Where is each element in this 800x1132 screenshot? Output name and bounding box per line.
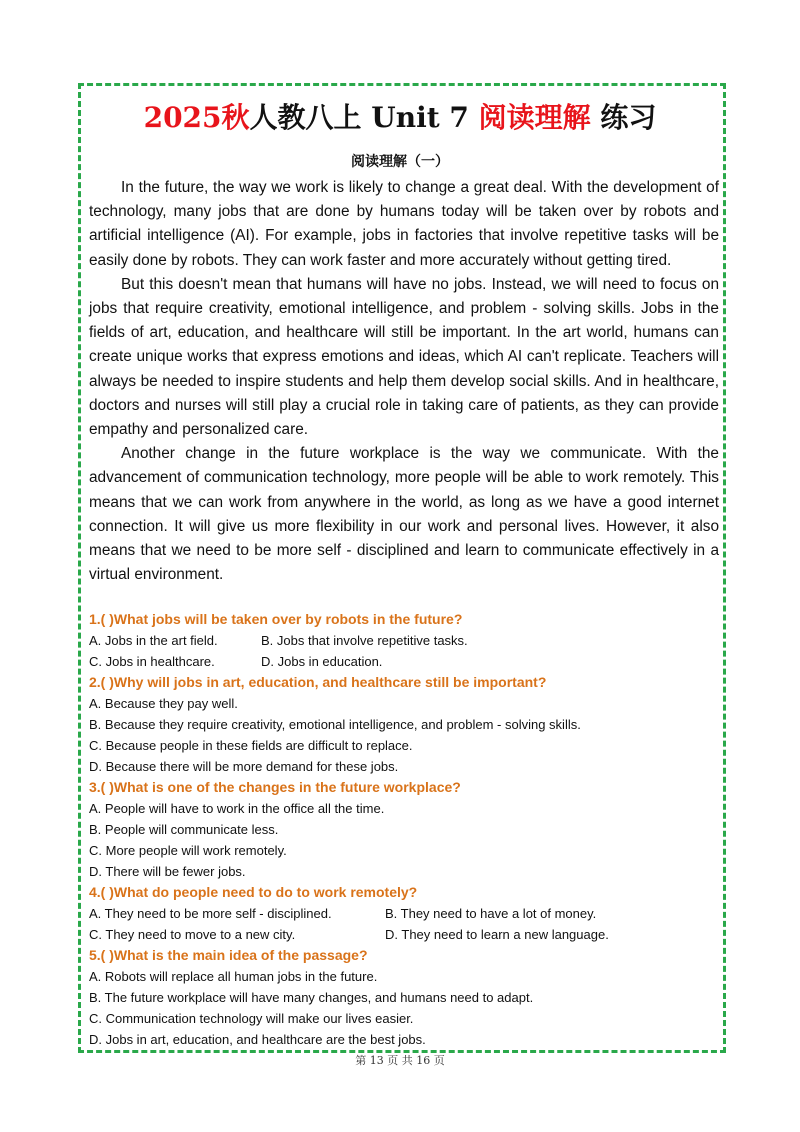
option-b: B. People will communicate less.: [89, 822, 279, 837]
page-title: [0, 96, 800, 136]
option-d: D. Jobs in education.: [261, 654, 383, 669]
option-row: [89, 924, 719, 945]
passage-paragraph: But this doesn't mean that humans will have no jobs. Instead, we will need to focus on jobs that require creativity, emotional intelligence, and problem - solving skills. Jobs in the fields of art, education, and healthcare will still be important. In the art world, humans can create unique works that express emotions and ideas, which AI can't replicate. Teachers will always be needed to inspire students and help them develop social skills. And in healthcare, doctors and nurses will still play a crucial role in taking care of patients, as they can provide empathy and personalized care.: [89, 275, 719, 439]
page-number: 第 13 页 共 16 页: [355, 1054, 445, 1067]
option-c: C. More people will work remotely.: [89, 843, 287, 858]
option-row: [89, 651, 719, 672]
option-b: B. The future workplace will have many changes, and humans need to adapt.: [89, 990, 534, 1005]
option-d: D. Because there will be more demand for these jobs.: [89, 759, 399, 774]
option-b: B. Jobs that involve repetitive tasks.: [261, 633, 468, 648]
option-a: A. They need to be more self - disciplined.: [89, 906, 332, 921]
title-course: 人教八上 Unit 7: [249, 101, 479, 134]
passage-paragraph: In the future, the way we work is likely to change a great deal. With the development of technology, many jobs that are done by humans today will be taken over by robots and artificial intelligence (AI). For example, jobs in factories that involve repetitive tasks will be easily done by robots. They can work faster and more accurately without getting tired.: [89, 179, 719, 269]
title-practice: 练习: [590, 101, 657, 134]
question-stem: 2.( )Why will jobs in art, education, and healthcare still be important?: [89, 674, 547, 690]
option-b: B. Because they require creativity, emotional intelligence, and problem - solving skills.: [89, 717, 581, 732]
option-c: C. They need to move to a new city.: [89, 927, 296, 942]
title-year: 2025: [143, 101, 222, 134]
option-c: C. Jobs in healthcare.: [89, 654, 215, 669]
question-stem: 4.( )What do people need to do to work remotely?: [89, 884, 418, 900]
question-list: [89, 609, 719, 1050]
title-topic: 阅读理解: [478, 101, 591, 134]
option-row: [89, 630, 719, 651]
option-row: [89, 903, 719, 924]
option-c: C. Because people in these fields are difficult to replace.: [89, 738, 413, 753]
option-c: C. Communication technology will make our lives easier.: [89, 1011, 414, 1026]
question-stem: 5.( )What is the main idea of the passage?: [89, 947, 368, 963]
reading-passage: [89, 176, 719, 587]
question-stem: 3.( )What is one of the changes in the future workplace?: [89, 779, 461, 795]
option-b: B. They need to have a lot of money.: [385, 906, 597, 921]
option-d: D. Jobs in art, education, and healthcare are the best jobs.: [89, 1032, 426, 1047]
option-d: D. They need to learn a new language.: [385, 927, 609, 942]
section-heading: 阅读理解（一）: [351, 154, 449, 170]
question-stem: 1.( )What jobs will be taken over by robots in the future?: [89, 611, 463, 627]
option-d: D. There will be fewer jobs.: [89, 864, 246, 879]
title-season: 秋: [221, 101, 250, 134]
option-a: A. Robots will replace all human jobs in the future.: [89, 969, 378, 984]
passage-paragraph: Another change in the future workplace is the way we communicate. With the advancement of communication technology, more people will be able to work remotely. This means that we can work from anywhere in the world, as long as we have a good internet connection. It will give us more flexibility in our work and personal lives. However, it also means that we need to be more self - disciplined and learn to communicate effectively in a virtual environment.: [89, 445, 719, 584]
option-a: A. People will have to work in the office all the time.: [89, 801, 385, 816]
option-a: A. Jobs in the art field.: [89, 633, 218, 648]
option-a: A. Because they pay well.: [89, 696, 238, 711]
